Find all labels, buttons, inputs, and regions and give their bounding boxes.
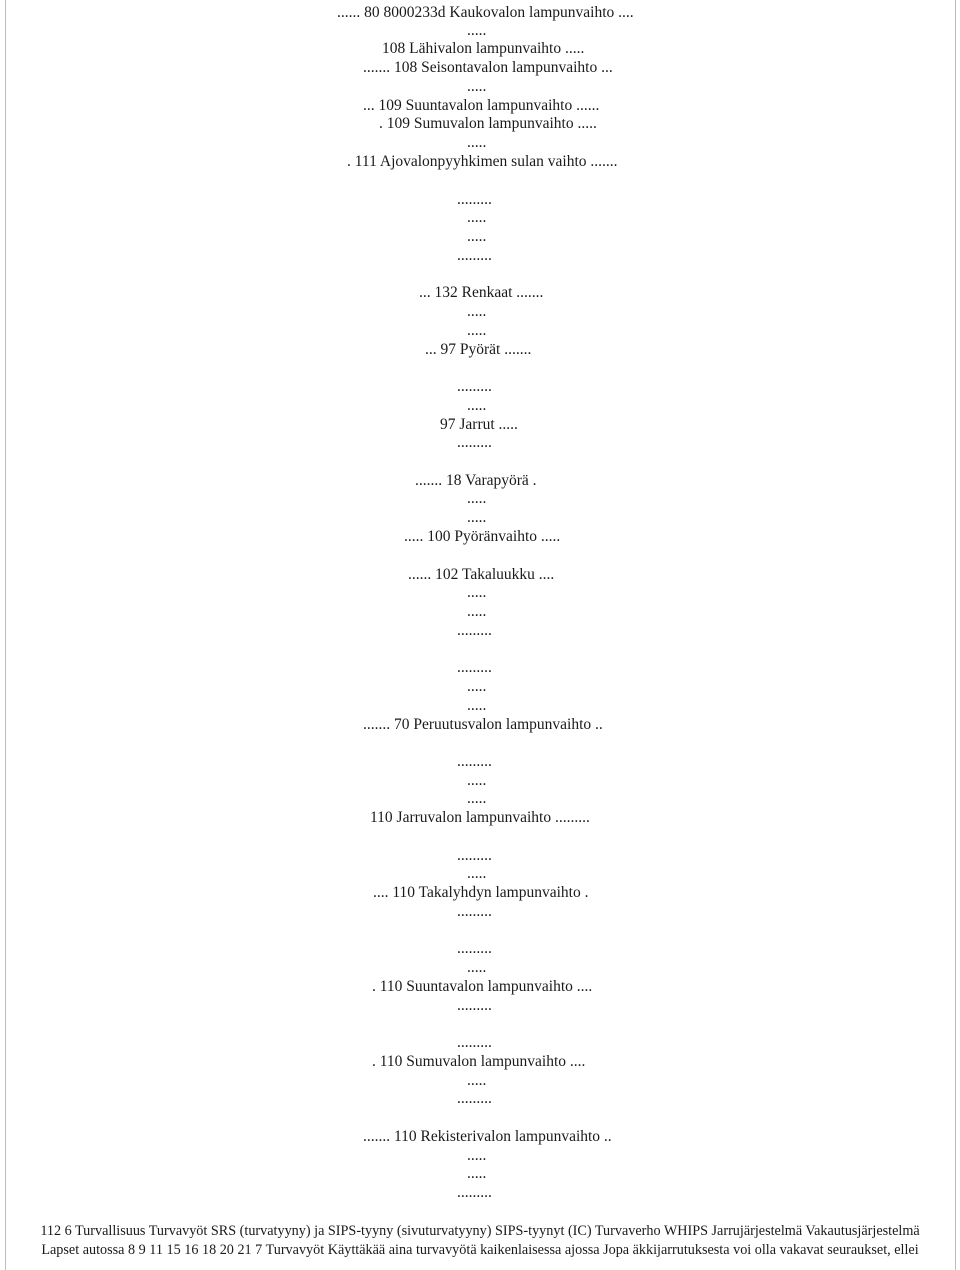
toc-line: ... 97 Pyörät ....... (425, 341, 532, 358)
toc-line: ....... 108 Seisontavalon lampunvaihto ... (363, 59, 613, 76)
toc-line: ..... (467, 790, 487, 807)
toc-line: ... 109 Suuntavalon lampunvaihto ...... (363, 97, 600, 114)
toc-line: . 110 Suuntavalon lampunvaihto .... (372, 978, 593, 995)
toc-line: ...... 80 8000233d Kaukovalon lampunvaihto .... (337, 4, 634, 21)
toc-line: ..... (467, 959, 487, 976)
toc-line: ......... (457, 434, 492, 451)
toc-line: ..... (467, 772, 487, 789)
toc-line: 108 Lähivalon lampunvaihto ..... (382, 40, 585, 57)
toc-line: ..... (467, 209, 487, 226)
toc-line: ......... (457, 997, 492, 1014)
footer-line-2: Lapset autossa 8 9 11 15 16 18 20 21 7 Turvavyöt Käyttäkää aina turvavyötä kaikenlaisessa ajossa Jopa äkkijarrutuksesta voi olla vakavat seuraukset, ellei (41, 1242, 919, 1258)
toc-line: . 111 Ajovalonpyyhkimen sulan vaihto ....... (347, 153, 618, 170)
toc-line: ..... (467, 322, 487, 339)
toc-line: ......... (457, 622, 492, 639)
toc-line: ..... (467, 22, 487, 39)
toc-line: ......... (457, 191, 492, 208)
toc-line: ..... (467, 584, 487, 601)
toc-line: ...... 102 Takaluukku .... (408, 566, 555, 583)
toc-line: ......... (457, 1184, 492, 1201)
toc-line: ..... (467, 134, 487, 151)
toc-line: .... 110 Takalyhdyn lampunvaihto . (373, 884, 589, 901)
toc-line: ....... 110 Rekisterivalon lampunvaihto .. (363, 1128, 612, 1145)
toc-line: ......... (457, 247, 492, 264)
toc-line: . 110 Sumuvalon lampunvaihto .... (372, 1053, 586, 1070)
toc-line: ..... (467, 1072, 487, 1089)
toc-line: ..... (467, 397, 487, 414)
toc-line: ..... (467, 1147, 487, 1164)
toc-line: ..... (467, 865, 487, 882)
toc-line: ... 132 Renkaat ....... (419, 284, 544, 301)
toc-line: ....... 70 Peruutusvalon lampunvaihto .. (363, 716, 603, 733)
toc-line: ..... (467, 228, 487, 245)
toc-line: ..... 100 Pyöränvaihto ..... (404, 528, 561, 545)
toc-line: ......... (457, 1034, 492, 1051)
toc-line: ..... (467, 678, 487, 695)
toc-line: ......... (457, 847, 492, 864)
toc-line: ....... 18 Varapyörä . (415, 472, 537, 489)
toc-line: ......... (457, 378, 492, 395)
toc-line: 97 Jarrut ..... (440, 416, 518, 433)
toc-line: ..... (467, 303, 487, 320)
toc-line: ......... (457, 940, 492, 957)
toc-line: ......... (457, 753, 492, 770)
toc-line: . 109 Sumuvalon lampunvaihto ..... (379, 115, 597, 132)
toc-line: ......... (457, 1090, 492, 1107)
toc-line: ..... (467, 509, 487, 526)
toc-line: ..... (467, 78, 487, 95)
toc-line: ..... (467, 603, 487, 620)
toc-line: ..... (467, 1165, 487, 1182)
toc-line: ......... (457, 903, 492, 920)
toc-line: ......... (457, 659, 492, 676)
toc-line: ..... (467, 697, 487, 714)
toc-line: ..... (467, 490, 487, 507)
toc-line: 110 Jarruvalon lampunvaihto ......... (370, 809, 590, 826)
footer-line-1: 112 6 Turvallisuus Turvavyöt SRS (turvatyyny) ja SIPS-tyyny (sivuturvatyyny) SIPS-tyynyt (IC) Turvaverho WHIPS Jarrujärjestelmä Vakautusjärjestelmä (40, 1223, 920, 1239)
